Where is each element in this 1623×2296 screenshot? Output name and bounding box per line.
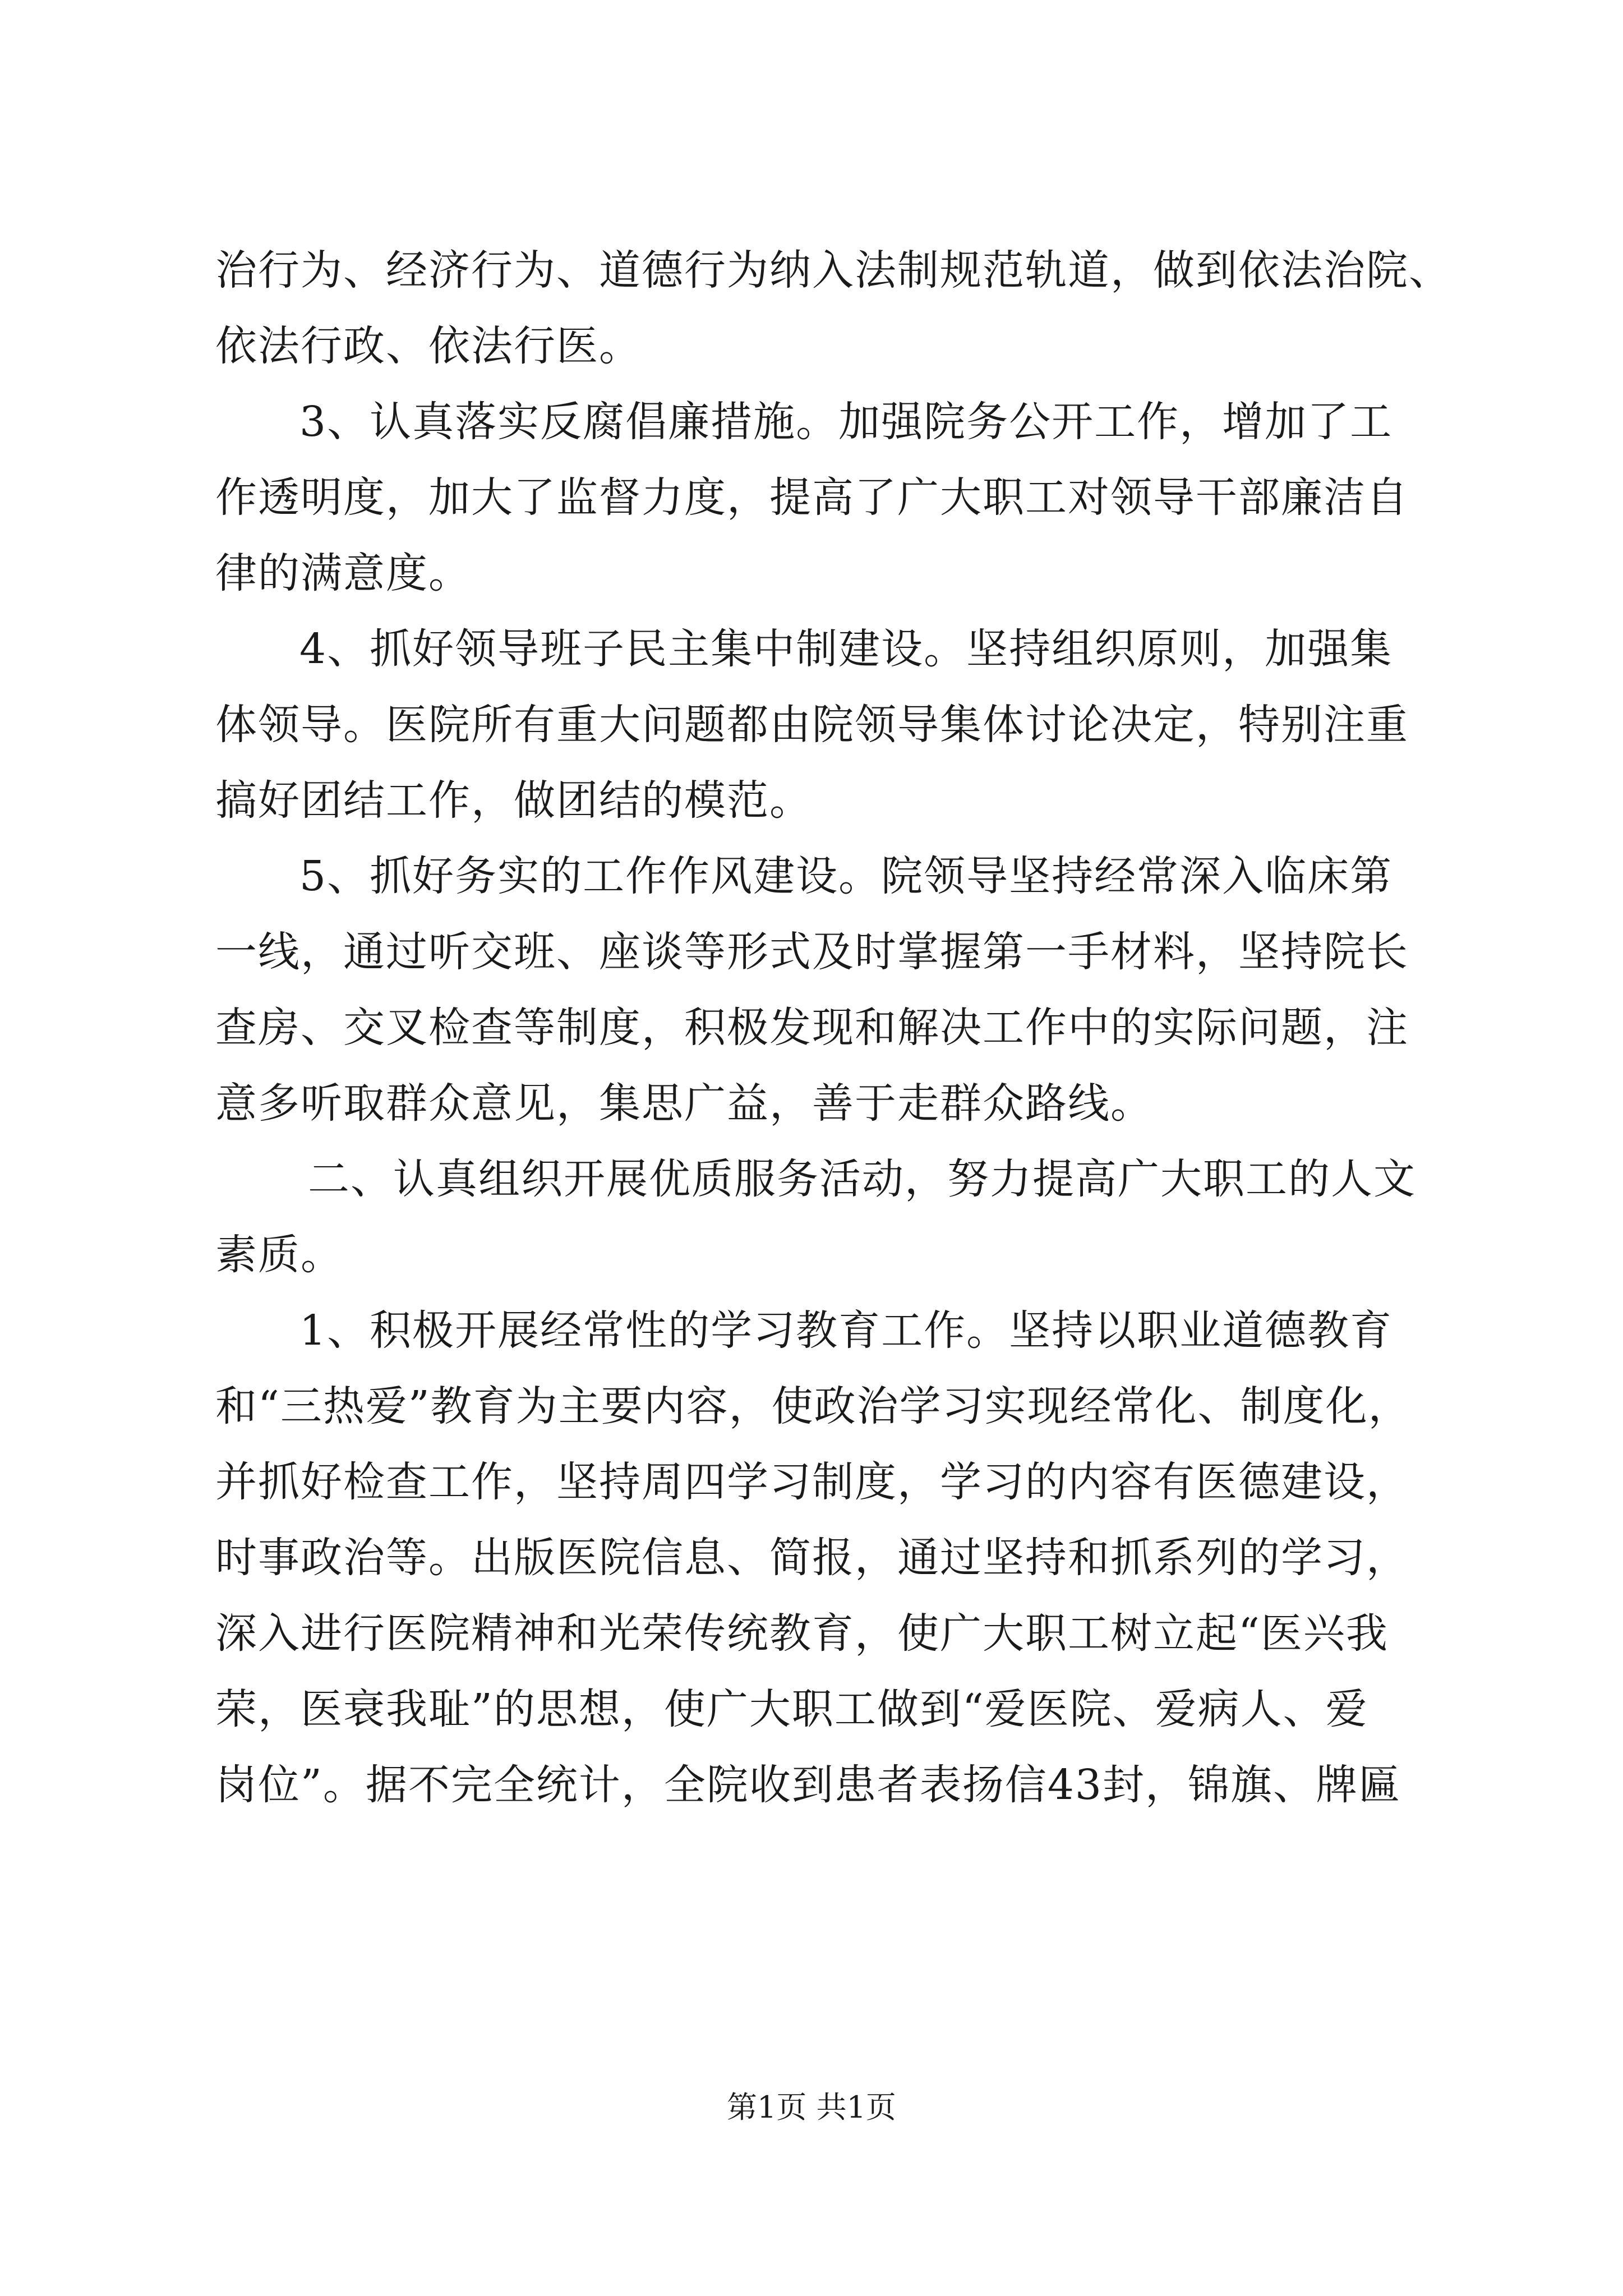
text-line: 岗位”。据不完全统计，全院收到患者表扬信43封，锦旗、牌匾	[215, 1761, 1401, 1809]
text-line: 3、认真落实反腐倡廉措施。加强院务公开工作，增加了工	[299, 398, 1393, 446]
text-line: 作透明度，加大了监督力度，提高了广大职工对领导干部廉洁自	[215, 473, 1409, 522]
text-line: 深入进行医院精神和光荣传统教育，使广大职工树立起“医兴我	[215, 1609, 1389, 1658]
text-line: 并抓好检查工作，坚持周四学习制度，学习的内容有医德建设，	[215, 1458, 1409, 1506]
text-line: 一线，通过听交班、座谈等形式及时掌握第一手材料，坚持院长	[215, 928, 1409, 976]
text-line: 和“三热爱”教育为主要内容，使政治学习实现经常化、制度化，	[215, 1382, 1411, 1430]
document-body	[215, 233, 1451, 1823]
text-line: 体领导。医院所有重大问题都由院领导集体讨论决定，特别注重	[215, 701, 1409, 749]
text-line: 素质。	[215, 1231, 343, 1279]
text-line: 查房、交叉检查等制度，积极发现和解决工作中的实际问题，注	[215, 1004, 1409, 1052]
text-line: 4、抓好领导班子民主集中制建设。坚持组织原则，加强集	[299, 625, 1393, 673]
text-line: 时事政治等。出版医院信息、简报，通过坚持和抓系列的学习，	[215, 1534, 1409, 1582]
text-line: 荣，医衰我耻”的思想，使广大职工做到“爱医院、爱病人、爱	[215, 1685, 1368, 1733]
text-line: 5、抓好务实的工作作风建设。院领导坚持经常深入临床第	[299, 852, 1393, 900]
text-line: 1、积极开展经常性的学习教育工作。坚持以职业道德教育	[299, 1306, 1393, 1355]
page-number-footer: 第1页 共1页	[727, 2090, 896, 2125]
section-heading: 二、认真组织开展优质服务活动，努力提高广大职工的人文	[308, 1155, 1416, 1203]
text-line: 治行为、经济行为、道德行为纳入法制规范轨道，做到依法治院、	[215, 246, 1451, 295]
text-line: 律的满意度。	[215, 549, 471, 597]
text-line: 依法行政、依法行医。	[215, 322, 642, 370]
text-line: 意多听取群众意见，集思广益，善于走群众路线。	[215, 1079, 1153, 1128]
text-line: 搞好团结工作，做团结的模范。	[215, 776, 812, 825]
